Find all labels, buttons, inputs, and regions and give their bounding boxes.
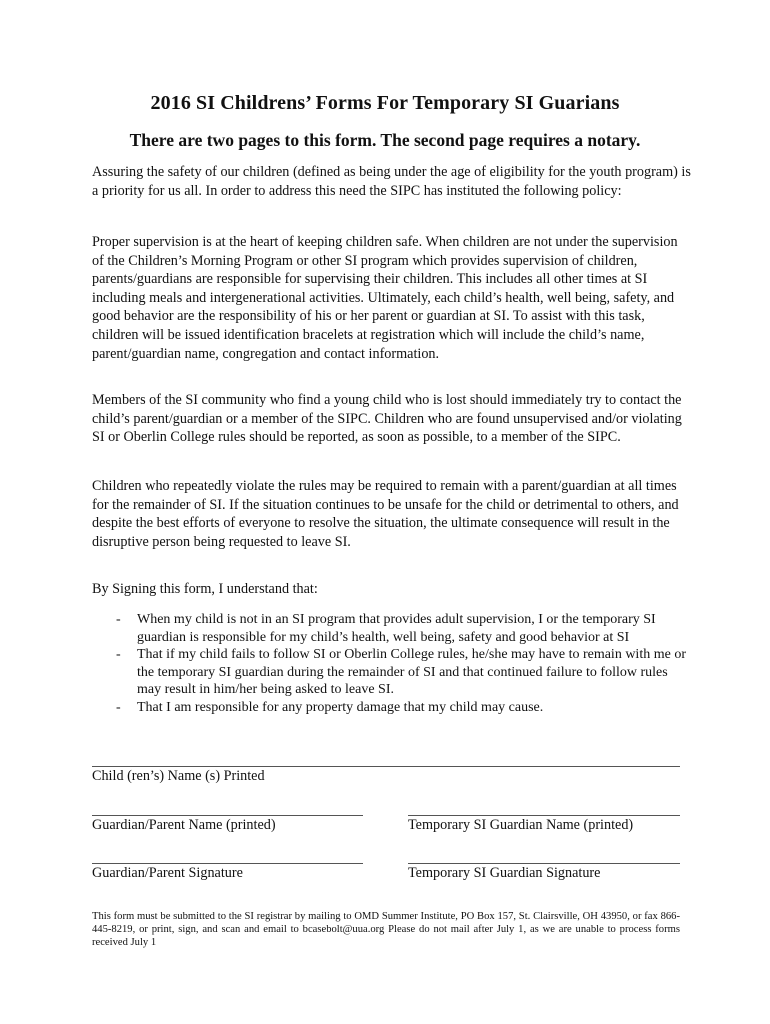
guardian-parent-signature-line[interactable] [92,863,363,864]
list-item [92,611,692,646]
submission-instructions: This form must be submitted to the SI registrar by mailing to OMD Summer Institute, PO Box 157, St. Clairsville, OH 43950, or fax 866-445-8219, or print, sign, and scan and email to bcasebolt@uua.org Please do not mail after July 1, as we are unable to process forms received July 1 [92,911,680,948]
supervision-paragraph: Proper supervision is at the heart of keeping children safe. When children are not under the supervision of the Children’s Morning Program or other SI program which provides supervision of children, parents/guardians are responsible for supervising their children. This includes all other times at SI including meals and intergenerational activities. Ultimately, each child’s health, well being, safety, and good behavior are the responsibility of his or her parent or guardian at SI. To assist with this task, children will be issued identification bracelets at registration which will include the child’s name, parent/guardian name, congregation and contact information. [92,234,678,362]
bullet-dash: - [116,647,121,663]
list-item [92,646,692,699]
temporary-guardian-name-line[interactable] [408,815,680,816]
agreement-terms-list [92,611,692,717]
temporary-guardian-signature-label: Temporary SI Guardian Signature [408,865,601,881]
lost-child-paragraph: Members of the SI community who find a young child who is lost should immediately try to contact the child’s parent/guardian or a member of the SIPC. Children who are found unsupervised and/or violating SI or Oberlin College rules should be reported, as soon as possible, to a member of the SIPC. [92,392,682,446]
bullet-dash: - [116,699,121,715]
temporary-guardian-name-label: Temporary SI Guardian Name (printed) [408,817,634,833]
guardian-parent-signature-label: Guardian/Parent Signature [92,865,243,881]
term-text: That if my child fails to follow SI or Oberlin College rules, he/she may have to remain with me or the temporary SI guardian during the remainder of SI and that continued failure to follow rules may result in him/her being asked to leave SI. [137,647,686,698]
temporary-guardian-signature-line[interactable] [408,863,680,864]
intro-paragraph: Assuring the safety of our children (defined as being under the age of eligibility for the youth program) is a priority for us all. In order to address this need the SIPC has instituted the following policy: [92,164,691,199]
term-text: When my child is not in an SI program that provides adult supervision, I or the temporary SI guardian is responsible for my child’s health, well being, safety and good behavior at SI [137,612,656,645]
children-names-label: Child (ren’s) Name (s) Printed [92,768,265,784]
children-names-line[interactable] [92,766,680,767]
agreement-lead-in: By Signing this form, I understand that: [92,581,318,597]
bullet-dash: - [116,612,121,627]
form-title: 2016 SI Childrens’ Forms For Temporary SI Guarians [150,92,620,114]
guardian-parent-name-line[interactable] [92,815,363,816]
guardian-parent-name-label: Guardian/Parent Name (printed) [92,817,276,833]
term-text: That I am responsible for any property damage that my child may cause. [137,699,544,715]
list-item [92,699,692,717]
form-subtitle: There are two pages to this form. The second page requires a notary. [129,130,641,150]
consequences-paragraph: Children who repeatedly violate the rules may be required to remain with a parent/guardian at all times for the remainder of SI. If the situation continues to be unsafe for the child or detrimental to others, and despite the best efforts of everyone to resolve the situation, the ultimate consequence will result in the disruptive person being requested to leave SI. [92,478,679,550]
